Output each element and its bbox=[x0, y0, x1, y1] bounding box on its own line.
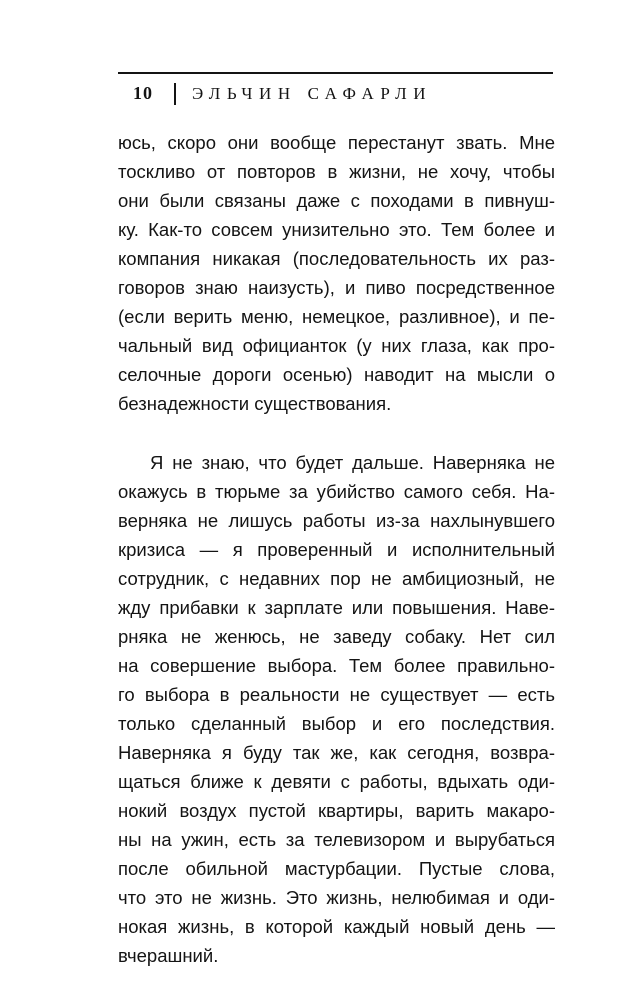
text-line: они были связаны даже с походами в пивнуш- bbox=[118, 190, 555, 211]
text-line: щаться ближе к девяти с работы, вдыхать оди- bbox=[118, 771, 555, 792]
text-line: рняка не женюсь, не заведу собаку. Нет сил bbox=[118, 626, 555, 647]
text-line: чальный вид официанток (у них глаза, как про- bbox=[118, 335, 555, 356]
text-line: ны на ужин, есть за телевизором и вырубаться bbox=[118, 829, 555, 850]
text-line: ку. Как-то совсем унизительно это. Тем более и bbox=[118, 219, 555, 240]
running-title-author: ЭЛЬЧИН САФАРЛИ bbox=[192, 84, 433, 103]
header-divider bbox=[174, 83, 176, 105]
text-line: юсь, скоро они вообще перестанут звать. Мне bbox=[118, 132, 555, 153]
text-line: нокая жизнь, в которой каждый новый день — bbox=[118, 916, 555, 937]
paragraph-2 bbox=[118, 448, 555, 970]
text-line: на совершение выбора. Тем более правильно- bbox=[118, 655, 555, 676]
text-line: после обильной мастурбации. Пустые слова, bbox=[118, 858, 555, 879]
text-line: кризиса — я проверенный и исполнительный bbox=[118, 539, 555, 560]
text-line: безнадежности существования. bbox=[118, 393, 392, 414]
running-header bbox=[118, 72, 553, 112]
text-line: что это не жизнь. Это жизнь, нелюбимая и оди- bbox=[118, 887, 555, 908]
header-rule bbox=[118, 72, 553, 74]
text-line: говоров знаю наизусть), и пиво посредственное bbox=[118, 277, 555, 298]
text-line: вчерашний. bbox=[118, 945, 219, 966]
text-line: Я не знаю, что будет дальше. Наверняка не bbox=[150, 452, 555, 473]
text-line: тоскливо от повторов в жизни, не хочу, чтобы bbox=[118, 161, 555, 182]
text-line: только сделанный выбор и его последствия. bbox=[118, 713, 555, 734]
text-line: сотрудник, с недавних пор не амбициозный, не bbox=[118, 568, 555, 589]
text-line: окажусь в тюрьме за убийство самого себя. На- bbox=[118, 481, 555, 502]
text-line: го выбора в реальности не существует — есть bbox=[118, 684, 555, 705]
text-line: компания никакая (последовательность их раз- bbox=[118, 248, 555, 269]
paragraph-1 bbox=[118, 128, 555, 418]
text-line: селочные дороги осенью) наводит на мысли о bbox=[118, 364, 555, 385]
text-line: Наверняка я буду так же, как сегодня, возвра- bbox=[118, 742, 555, 763]
page-number: 10 bbox=[133, 83, 153, 103]
text-line: (если верить меню, немецкое, разливное), и пе- bbox=[118, 306, 555, 327]
text-line: жду прибавки к зарплате или повышения. Наве- bbox=[118, 597, 555, 618]
text-line: нокий воздух пустой квартиры, варить макаро- bbox=[118, 800, 555, 821]
text-line: верняка не лишусь работы из-за нахлынувшего bbox=[118, 510, 555, 531]
